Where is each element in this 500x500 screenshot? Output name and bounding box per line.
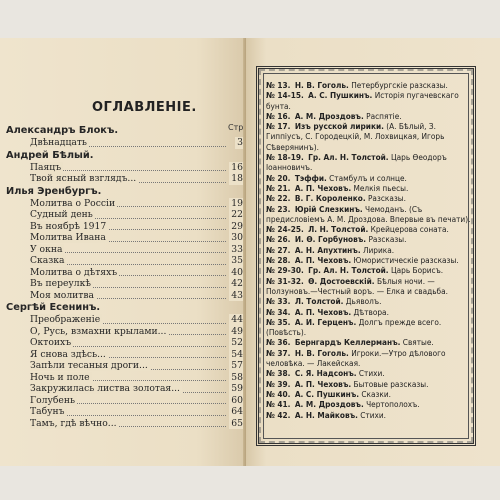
toc-entry <box>6 137 246 149</box>
catalog-number: № 35. <box>266 316 291 327</box>
catalog-title: Стихи. <box>358 368 385 379</box>
catalog-title: Крейцерова соната. <box>370 224 449 235</box>
catalog-title: Петербургскіе разсказы. <box>351 80 448 90</box>
catalog-title: Царь Ѳеодоръ Іоанновичъ. <box>266 152 447 173</box>
catalog-number: № 41. <box>266 399 291 410</box>
toc-entry <box>6 314 246 326</box>
toc-entry-title: Молитва Ивана <box>30 232 106 243</box>
catalog-author: Гр. Ал. Н. Толстой. <box>308 152 389 163</box>
toc-entry-page: 35 <box>231 255 243 266</box>
catalog-title: Стамбулъ и солнце. <box>329 172 407 183</box>
catalog-title: Игроки.—Утро дѣлового человѣка. — Лакейская. <box>266 347 446 369</box>
catalog-number: № 31-32. <box>266 275 304 286</box>
toc-entry-page: 19 <box>231 197 243 209</box>
catalog-author: Л. Н. Толстой. <box>308 224 369 235</box>
left-page <box>0 38 246 466</box>
toc-entry <box>6 383 246 395</box>
toc-entry-title: Я снова здѣсь... <box>30 348 106 360</box>
catalog-number: № 34. <box>266 306 291 317</box>
toc-entry-page: 30 <box>231 232 243 243</box>
catalog-item <box>266 245 471 255</box>
toc-entry-page: 60 <box>231 394 243 406</box>
catalog-item <box>266 224 471 234</box>
toc-entry <box>6 198 246 210</box>
catalog-number: № 37. <box>266 347 291 358</box>
catalog-title: Разсказы. <box>368 234 407 245</box>
catalog-number: № 36. <box>266 337 291 348</box>
catalog-author: Л. Толстой. <box>294 296 344 307</box>
toc-entry <box>6 209 246 221</box>
toc-entry-page: 65 <box>231 417 243 429</box>
toc-entry-page: 57 <box>231 360 243 371</box>
toc-entry <box>6 372 246 384</box>
catalog-item <box>266 90 471 111</box>
series-catalog <box>266 80 471 420</box>
catalog-item <box>266 337 471 347</box>
catalog-number: № 38. <box>266 368 291 379</box>
catalog-title: Чертополохъ. <box>366 399 420 410</box>
toc-entry-page: 64 <box>231 406 243 417</box>
catalog-item <box>266 276 471 297</box>
catalog-number: № 27. <box>266 244 291 255</box>
catalog-item <box>266 368 471 378</box>
open-booklet <box>0 38 500 466</box>
toc-entry <box>6 221 246 233</box>
catalog-number: № 24-25. <box>266 224 304 235</box>
catalog-author: А. П. Чеховъ. <box>294 255 352 266</box>
catalog-item <box>266 183 471 193</box>
catalog-author: А. П. Чеховъ. <box>294 182 352 193</box>
catalog-item <box>266 234 471 244</box>
catalog-author: А. П. Чеховъ. <box>294 378 352 389</box>
toc-entry-title: Преображеніе <box>30 314 101 325</box>
catalog-item <box>266 80 471 90</box>
toc-entry <box>6 349 246 361</box>
catalog-item <box>266 121 471 152</box>
toc-entry-title: Судный день <box>30 209 93 220</box>
catalog-number: № 18-19. <box>266 152 304 163</box>
toc-entry-page: 18 <box>231 173 243 184</box>
toc-entry-page: 54 <box>231 348 243 360</box>
catalog-author: Изъ русской лирики. <box>294 121 384 132</box>
toc-entry <box>6 255 246 267</box>
catalog-author: Гр. Ал. Н. Толстой. <box>308 265 389 276</box>
toc-entry <box>6 278 246 290</box>
toc-entry-title: Твой ясный взглядъ... <box>30 173 137 184</box>
catalog-title: Святые. <box>402 337 434 348</box>
catalog-title: Бѣлыя ночи. — Ползуновъ.—Честный воръ. — Елка и свадьба. <box>266 275 448 296</box>
catalog-number: № 28. <box>266 255 291 266</box>
toc-entry-page: 43 <box>231 289 243 301</box>
catalog-item <box>266 389 471 399</box>
catalog-item <box>266 152 471 173</box>
toc-entry-page: 59 <box>231 383 243 394</box>
catalog-title: Мелкія пьесы. <box>353 182 409 193</box>
catalog-title: Долгъ прежде всего. (Повѣсть). <box>266 316 442 338</box>
toc-entry <box>6 232 246 244</box>
catalog-number: № 14-15. <box>266 90 304 101</box>
catalog-title: Дьяволъ. <box>345 296 382 307</box>
toc-entry-title: Табунъ <box>30 406 65 417</box>
toc-entry <box>6 244 246 256</box>
toc-entry <box>6 337 246 349</box>
toc-entry-title: Октоихъ <box>30 337 72 348</box>
toc-entry-title: Паяцъ <box>30 161 62 173</box>
toc-entry-page: 58 <box>231 371 243 383</box>
catalog-author: А. П. Чеховъ. <box>294 306 352 317</box>
toc-entry <box>6 162 246 174</box>
toc-entry <box>6 173 246 185</box>
toc-author: Александръ Блокъ. <box>6 125 119 136</box>
catalog-author: Н. В. Гоголь. <box>294 80 349 90</box>
catalog-author: А. Н. Апухтинъ. <box>294 244 361 255</box>
catalog-author: А. И. Герценъ. <box>294 316 357 327</box>
toc-entry-title: Тамъ, гдѣ вѣчно... <box>30 417 117 429</box>
catalog-item <box>266 379 471 389</box>
catalog-number: № 16. <box>266 110 291 121</box>
toc-entry-title: Закружилась листва золотая... <box>30 383 180 394</box>
catalog-title: Юмористическіе разсказы. <box>353 255 459 266</box>
catalog-title: Дѣтвора. <box>353 306 389 317</box>
catalog-title: Лирика. <box>362 244 395 255</box>
toc-entry <box>6 267 246 279</box>
toc-entry-title: Молитва о Россіи <box>30 197 116 209</box>
page-column-label: Стр <box>228 123 244 132</box>
catalog-title: Исторія пугачевскаго бунта. <box>266 90 459 111</box>
catalog-author: Н. В. Гоголь. <box>294 347 349 358</box>
catalog-item <box>266 265 471 275</box>
toc-entry-title: Запѣли тесаныя дроги... <box>30 360 148 371</box>
catalog-author: А. М. Дроздовъ. <box>294 110 364 121</box>
catalog-author: А. Н. Майковъ. <box>294 409 358 420</box>
toc-entry <box>6 360 246 372</box>
catalog-number: № 39. <box>266 378 291 389</box>
catalog-number: № 42. <box>266 409 291 420</box>
catalog-item <box>266 255 471 265</box>
catalog-title: Сказки. <box>361 388 391 399</box>
catalog-title: Стихи. <box>360 409 386 420</box>
catalog-number: № 33. <box>266 296 291 307</box>
catalog-item <box>266 410 471 420</box>
toc-entry-title: Въ ноябрѣ 1917 <box>30 220 107 232</box>
toc-author: Илья Эренбургъ. <box>6 185 102 197</box>
toc-entry-page: 22 <box>231 209 243 220</box>
toc-entry-page: 52 <box>231 337 243 348</box>
catalog-author: Ѳ. Достоевскій. <box>308 275 375 286</box>
catalog-number: № 23. <box>266 203 291 214</box>
catalog-title: Распятіе. <box>366 110 402 121</box>
catalog-item <box>266 296 471 306</box>
catalog-author: А. С. Пушкинъ. <box>308 90 373 101</box>
catalog-title: Разсказы. <box>367 193 406 204</box>
toc-entry-title: Ночь и поле <box>30 371 90 383</box>
catalog-number: № 20. <box>266 172 291 183</box>
catalog-number: № 26. <box>266 234 291 245</box>
toc-entry <box>6 326 246 338</box>
catalog-author: С. Я. Надсонъ. <box>294 368 357 379</box>
toc-author: Сергѣй Есенинъ. <box>6 302 101 313</box>
toc-entry-page: 49 <box>231 325 243 337</box>
catalog-title: (А. Бѣлый, З. Гиппіусъ, С. Городецкій, М. Лохвицкая, Игорь Сѣверянинъ). <box>266 121 445 152</box>
toc-entry-title: Двѣнадцать <box>30 137 87 148</box>
toc-entry-page: 40 <box>231 266 243 278</box>
catalog-author: Юрій Слезкинъ. <box>294 203 363 214</box>
catalog-author: И. Ѳ. Горбуновъ. <box>294 234 367 245</box>
toc-entry-title: У окна <box>30 243 63 255</box>
catalog-item <box>266 204 471 225</box>
catalog-author: А. М. Дроздовъ. <box>294 399 364 410</box>
catalog-item <box>266 173 471 183</box>
catalog-author: Бернгардъ Келлерманъ. <box>294 337 401 348</box>
catalog-item <box>266 348 471 369</box>
right-page <box>246 38 500 466</box>
toc-entry <box>6 418 246 430</box>
catalog-title: Бытовые разсказы. <box>353 378 429 389</box>
toc-entry-page: 44 <box>231 314 243 325</box>
catalog-number: № 17. <box>266 121 291 132</box>
toc-entry-title: Въ переулкѣ <box>30 278 91 289</box>
catalog-number: № 22. <box>266 193 291 204</box>
catalog-item <box>266 111 471 121</box>
toc-entry-page: 16 <box>231 161 243 173</box>
toc-entry-page: 3 <box>237 137 243 148</box>
catalog-number: № 40. <box>266 388 291 399</box>
catalog-item <box>266 399 471 409</box>
catalog-title: Чемоданъ. (Съ предисловіемъ А. М. Дроздова. Впервые въ печати). <box>266 203 471 224</box>
toc-entry <box>6 406 246 418</box>
table-of-contents <box>6 124 246 429</box>
toc-entry-title: Молитва о дѣтяхъ <box>30 266 118 278</box>
toc-entry-title: Голубень <box>30 394 75 406</box>
catalog-number: № 21. <box>266 182 291 193</box>
catalog-number: № 13. <box>266 80 291 90</box>
catalog-author: В. Г. Короленко. <box>294 193 366 204</box>
catalog-title: Царь Борисъ. <box>390 265 444 276</box>
toc-title: ОГЛАВЛЕНІЕ. <box>92 100 197 115</box>
toc-entry-page: 33 <box>231 243 243 255</box>
toc-entry <box>6 290 246 302</box>
catalog-author: А. С. Пушкинъ. <box>294 388 360 399</box>
catalog-author: Тэффи. <box>294 172 327 183</box>
catalog-item <box>266 307 471 317</box>
toc-entry <box>6 395 246 407</box>
toc-entry-title: О, Русь, взмахни крылами... <box>30 325 167 337</box>
toc-entry-title: Моя молитва <box>30 289 95 301</box>
toc-author: Андрей Бѣлый. <box>6 149 94 161</box>
toc-entry-page: 42 <box>231 278 243 289</box>
catalog-number: № 29-30. <box>266 265 304 276</box>
toc-entry-page: 29 <box>231 220 243 232</box>
catalog-item <box>266 193 471 203</box>
catalog-item <box>266 317 471 338</box>
toc-entry-title: Сказка <box>30 255 65 266</box>
